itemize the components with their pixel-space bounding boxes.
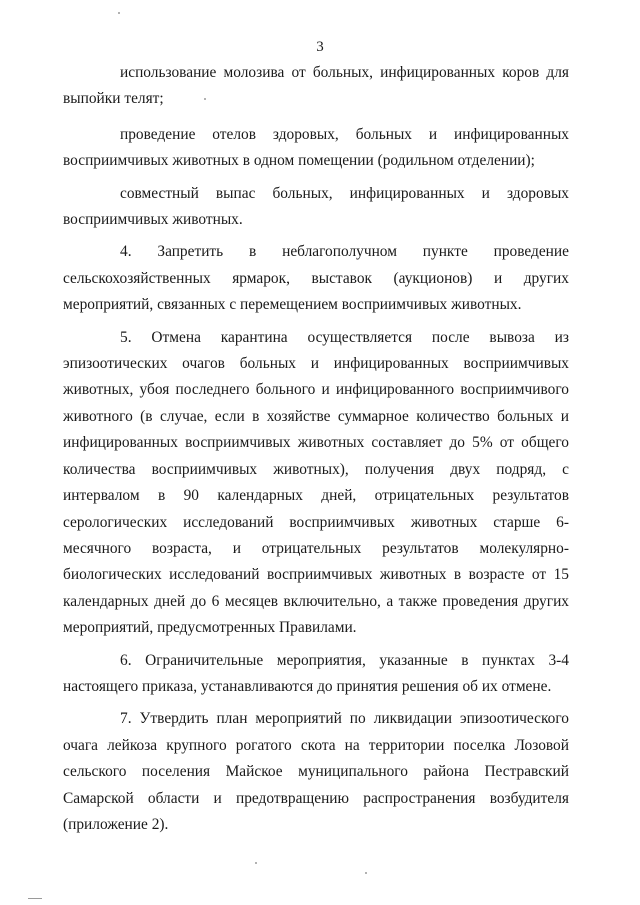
paragraph-line: календарных дней до 6 месяцев включительно, а также проведения других [63,592,569,610]
paragraph-line: мероприятий, связанных с перемещением восприимчивых животных. [63,296,522,314]
paragraph-line: серологических исследований восприимчивых животных старше 6- [63,513,569,531]
paragraph-line: проведение отелов здоровых, больных и инфицированных [120,125,569,143]
paragraph-line: месячного возраста, и отрицательных результатов молекулярно- [63,539,569,557]
paragraph-colostrum [63,60,569,113]
paragraph-line: сельского поселения Майское муниципального района Пестравский [63,763,569,781]
paragraph-line: животного (в случае, если в хозяйстве суммарное количество больных и [63,407,569,425]
paragraph-calving [63,122,569,175]
paragraph-line: (приложение 2). [63,815,169,833]
paragraph-grazing [63,181,569,234]
scan-speck [255,862,257,864]
paragraph-item-6 [63,648,569,701]
paragraph-line: биологических исследований восприимчивых животных в возрасте от 15 [63,566,569,584]
paragraph-line: Самарской области и предотвращению распространения возбудителя [63,789,569,807]
document-body [63,60,569,838]
paragraph-item-7 [63,706,569,838]
paragraph-line: инфицированных восприимчивых животных составляет до 5% от общего [63,434,569,452]
paragraph-line: количества восприимчивых животных), получения двух подряд, с [63,460,569,478]
scan-speck [118,12,120,14]
paragraph-line: совместный выпас больных, инфицированных и здоровых [120,184,569,202]
scan-speck [365,872,367,874]
paragraph-line: сельскохозяйственных ярмарок, выставок (аукционов) и других [63,269,569,287]
paragraph-line: эпизоотических очагов больных и инфицированных восприимчивых [63,355,569,373]
scan-speck [204,98,206,100]
paragraph-line: очага лейкоза крупного рогатого скота на территории поселка Лозовой [63,736,569,754]
paragraph-item-5 [63,325,569,642]
paragraph-line: использование молозива от больных, инфицированных коров для [120,64,569,81]
paragraph-line: животных, убоя последнего больного и инфицированного восприимчивого [63,381,569,399]
scan-speck [28,898,42,899]
paragraph-line: интервалом в 90 календарных дней, отрицательных результатов [63,487,569,505]
paragraph-line: выпойки телят; [63,90,164,108]
paragraph-item-4 [63,239,569,318]
paragraph-line: 4. Запретить в неблагополучном пункте проведение [120,243,569,261]
paragraph-line: 5. Отмена карантина осуществляется после вывоза из [120,328,569,346]
paragraph-line: восприимчивых животных в одном помещении (родильном отделении); [63,152,535,170]
page-number: 3 [316,39,324,55]
paragraph-line: 7. Утвердить план мероприятий по ликвидации эпизоотического [120,710,569,728]
paragraph-line: настоящего приказа, устанавливаются до принятия решения об их отмене. [63,677,552,695]
paragraph-line: мероприятий, предусмотренных Правилами. [63,619,357,637]
paragraph-line: 6. Ограничительные мероприятия, указанные в пунктах 3-4 [120,651,569,669]
paragraph-line: восприимчивых животных. [63,211,243,229]
